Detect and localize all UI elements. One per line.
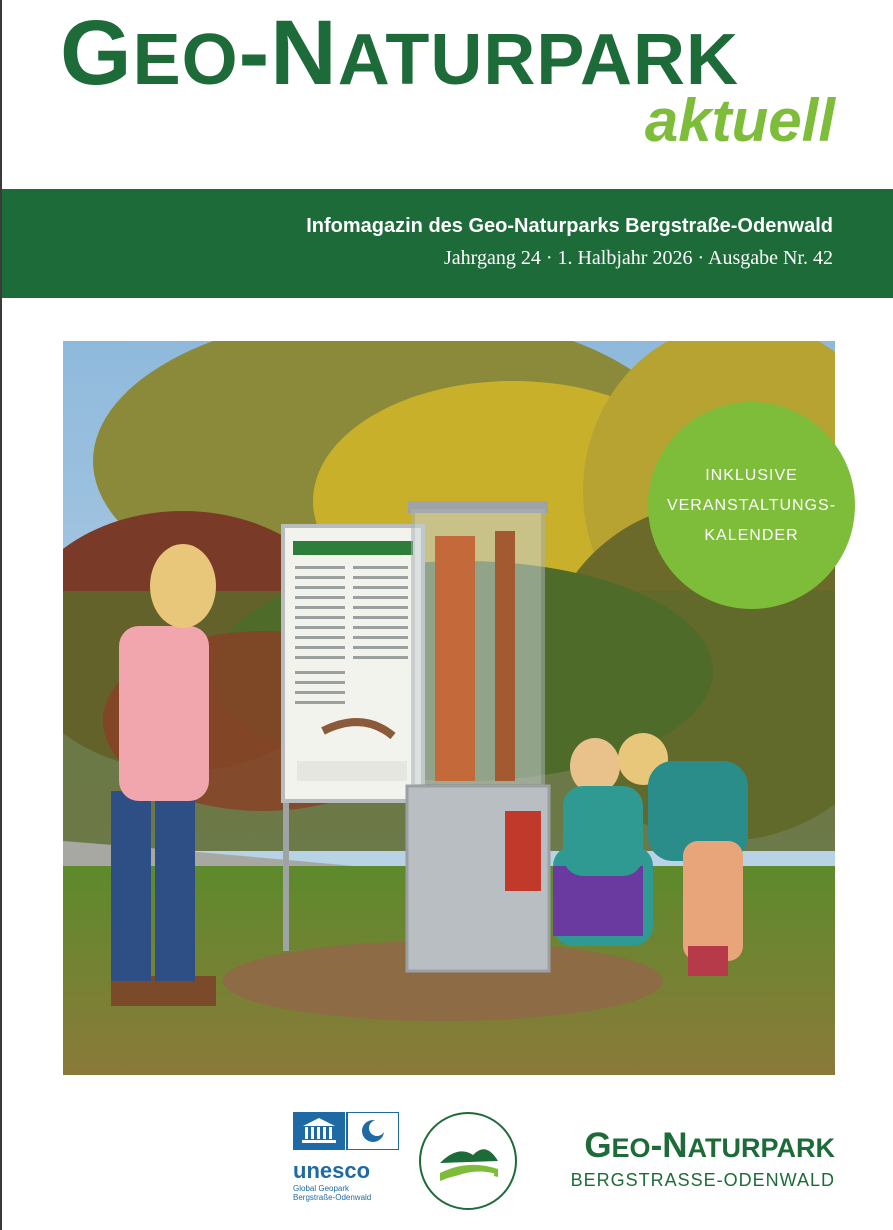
badge-line-2: VERANSTALTUNGS- [666, 496, 837, 514]
unesco-emblem-icon [293, 1112, 399, 1150]
issue-info: Jahrgang 24 · 1. Halbjahr 2026 · Ausgabe Nr. 42 [443, 247, 833, 269]
badge-line-1: INKLUSIVE [705, 466, 798, 484]
geo-naturpark-seal [418, 1111, 518, 1211]
edition-label: aktuell [644, 87, 835, 154]
park-logo-region: BERGSTRASSE-ODENWALD [570, 1170, 835, 1190]
unesco-wordmark: unesco [293, 1158, 371, 1183]
magazine-subtitle: Infomagazin des Geo-Naturparks Bergstraße-Odenwald [306, 215, 833, 237]
header-band [2, 189, 893, 298]
geo-naturpark-seal-icon [418, 1111, 518, 1211]
park-logo-name: GEO-NATURPARK [584, 1126, 835, 1165]
page-edge-rule [0, 0, 2, 1230]
unesco-caption-2: Bergstraße-Odenwald [293, 1193, 372, 1202]
unesco-logo [293, 1112, 399, 1212]
magazine-title: GEO-NATURPARK [60, 2, 739, 104]
badge-line-3: KALENDER [704, 526, 799, 544]
park-logo [530, 1128, 835, 1191]
calendar-badge [648, 402, 855, 609]
unesco-caption-1: Global Geopark [293, 1184, 350, 1193]
